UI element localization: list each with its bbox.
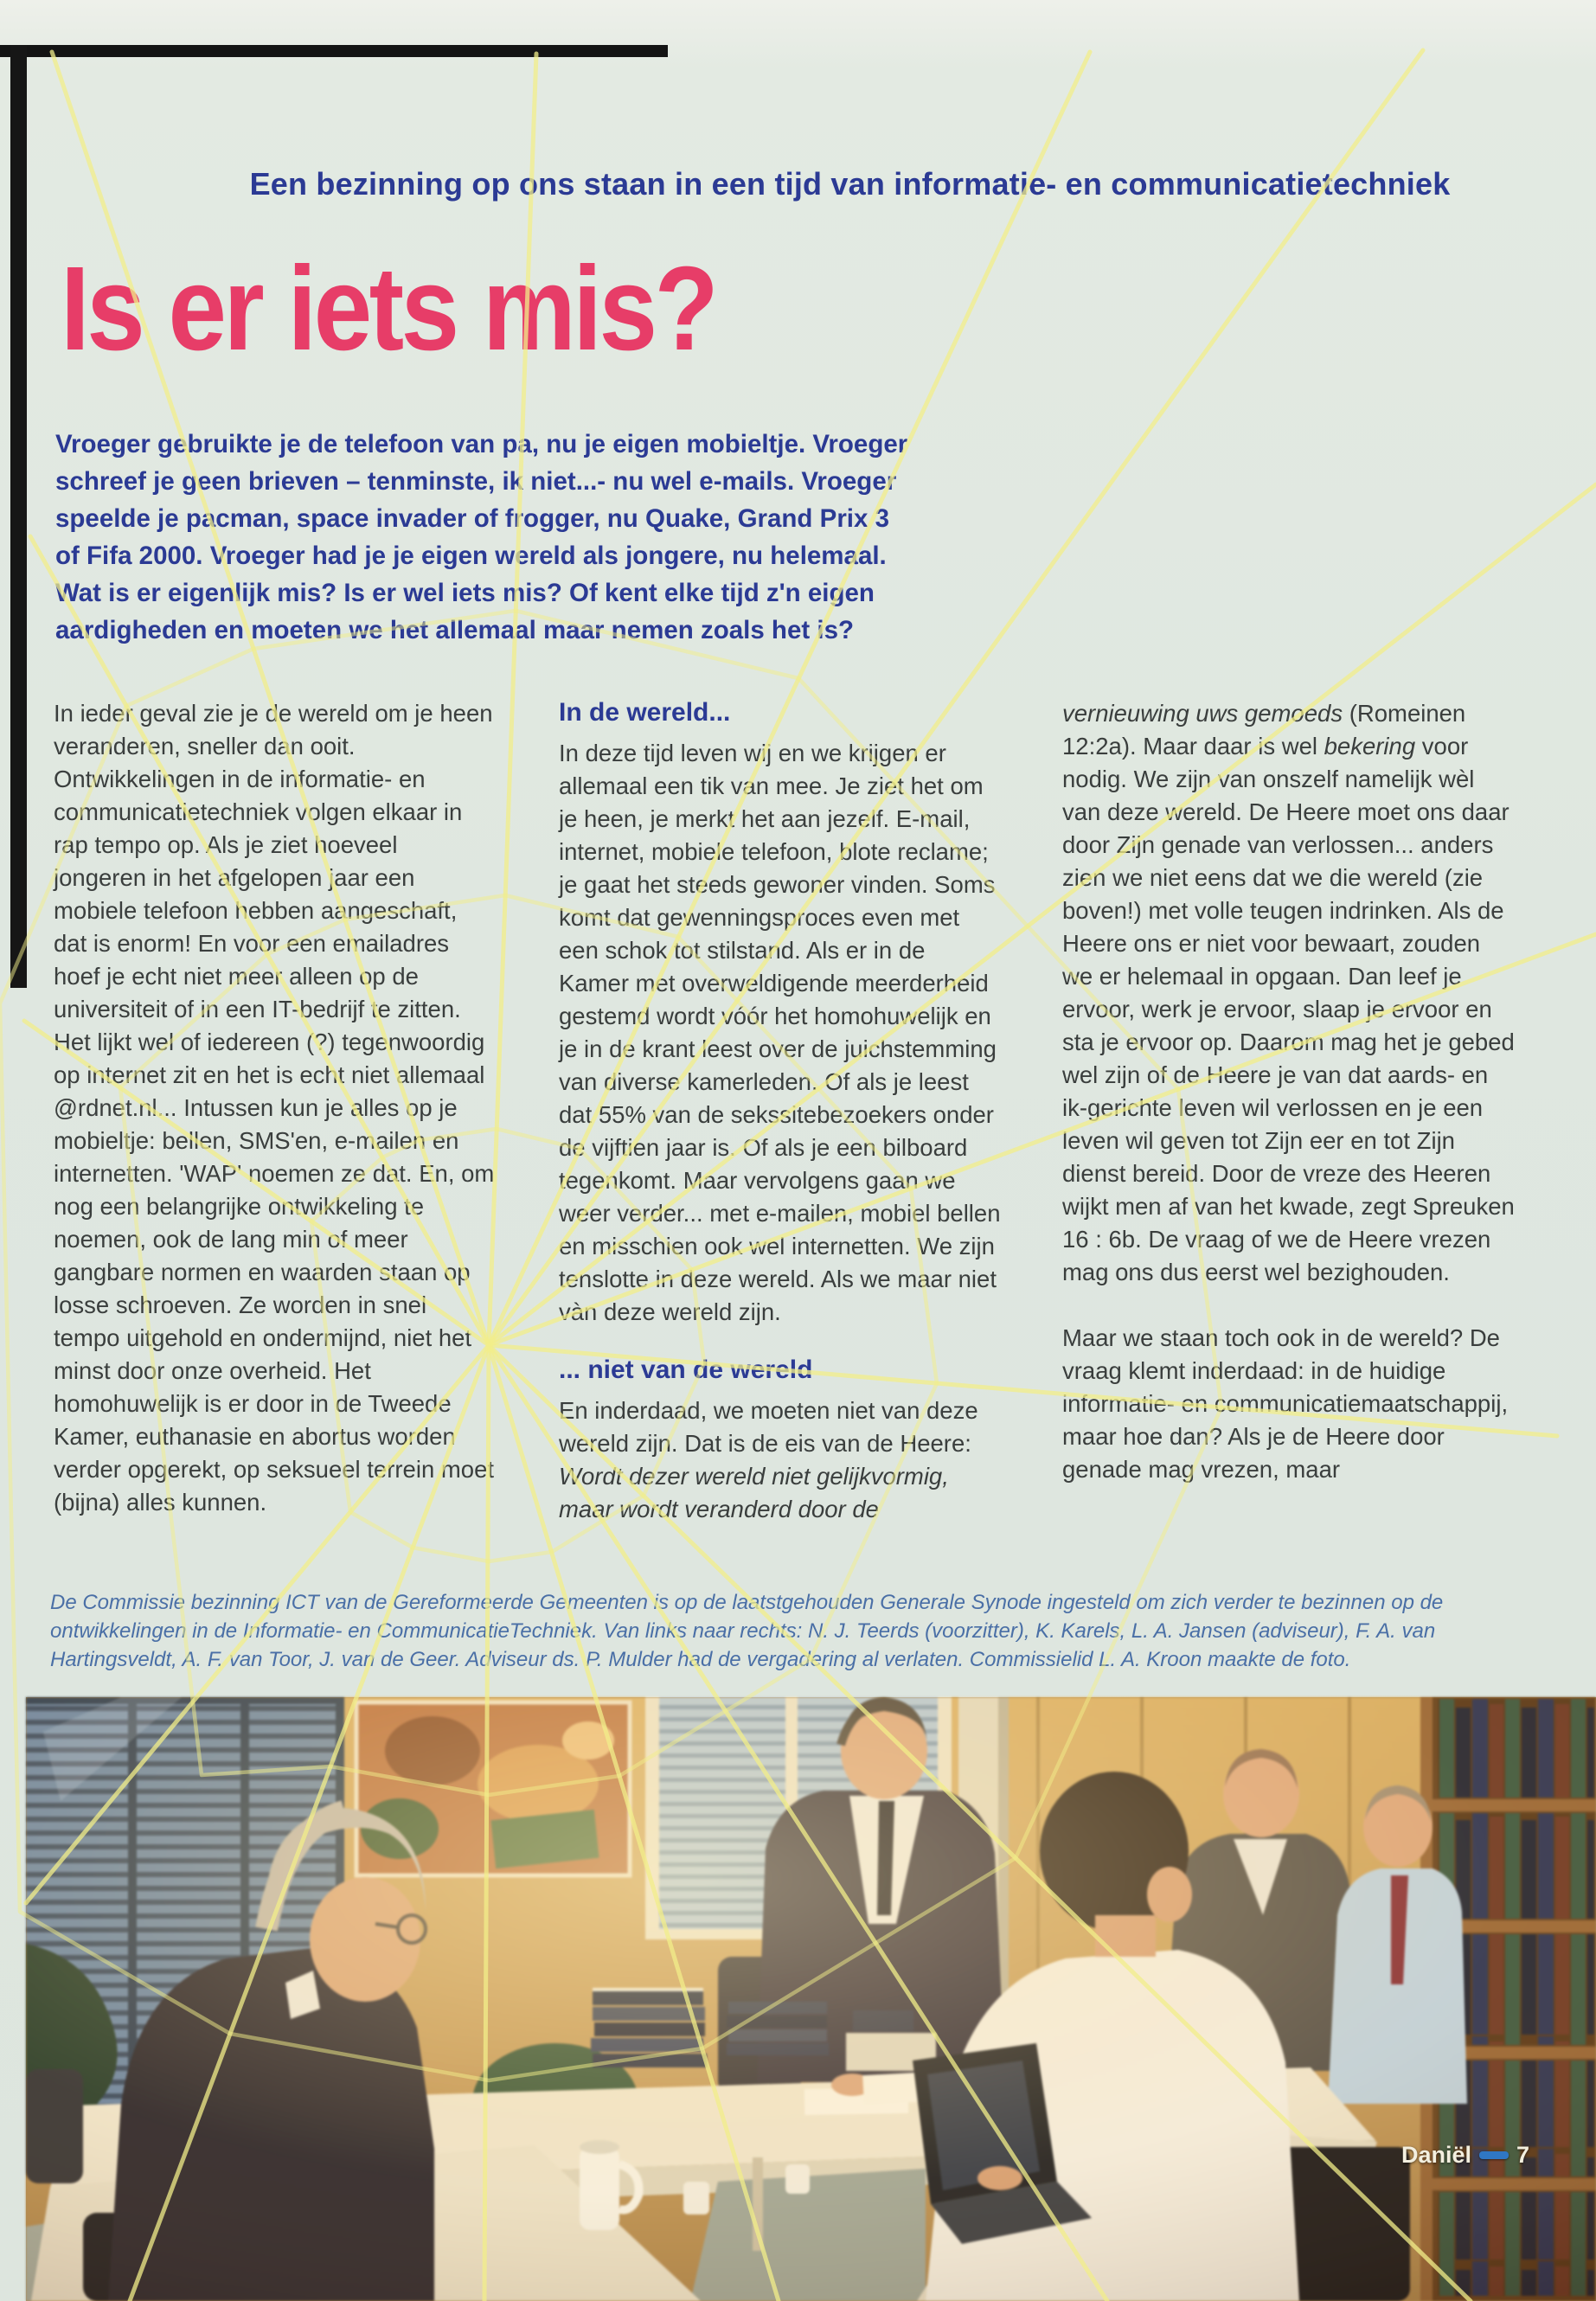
meeting-photo	[26, 1697, 1596, 2301]
article-column-1	[54, 697, 497, 1519]
footer-dash-icon	[1479, 2151, 1509, 2159]
body-paragraph: In deze tijd leven wij en we krijgen er allemaal een tik van mee. Je ziet het om je heen, je merkt het aan jezelf. E-mail, internet, mobiele telefoon, blote reclame; je gaat het steeds gewoner vinden. Soms komt dat gewenningsproces even met een schok tot stilstand. Als er in de Kamer met overweldigende meerderheid gestemd wordt vóór het homohuwelijk en je in de krant leest over de juichstemming van diverse kamerleden. Of als je leest dat 55% van de sekssitebezoekers onder de vijftien jaar is. Of als je een bilboard tegenkomt. Maar vervolgens gaan we weer verder... met e-mailen, mobiel bellen en misschien ook wel internetten. We zijn tenslotte in deze wereld. Als we maar niet vàn deze wereld zijn.	[559, 740, 1001, 1325]
page-title: Is er iets mis?	[61, 242, 716, 375]
kicker: Een bezinning op ons staan in een tijd van informatie- en communicatietechniek	[249, 166, 1451, 202]
article-column-3	[1062, 697, 1516, 1486]
top-rule	[0, 45, 668, 57]
section-heading: ... niet van de wereld	[559, 1356, 813, 1384]
body-paragraph: vernieuwing uws gemoeds (Romeinen 12:2a). Maar daar is wel bekering voor nodig. We zijn van onszelf namelijk wèl van deze wereld. De Heere moet ons daar door Zijn genade van verlossen... anders zien we niet eens dat we die wereld (zie boven!) met volle teugen indrinken. Als de Heere ons er niet voor bewaart, zouden we er helemaal in opgaan. Dan leef je ervoor, werk je ervoor, slaap je ervoor en sta je ervoor op. Daarom mag het je gebed wel zijn of de Heere je van dat aards- en ik-gerichte leven wil verlossen en je een leven wil geven tot Zijn eer en tot Zijn dienst bereid. Door de vreze des Heeren wijkt men af van het kwade, zegt Spreuken 16 : 6b. De vraag of we de Heere vrezen mag ons dus eerst wel bezighouden.	[1062, 700, 1515, 1285]
body-paragraph: En inderdaad, we moeten niet van deze wereld zijn. Dat is de eis van de Heere: Wordt dezer wereld niet gelijkvormig, maar wordt veranderd door de	[559, 1397, 978, 1522]
page-footer	[1401, 2142, 1529, 2169]
meeting-photo-illustration	[26, 1697, 1596, 2301]
page-number: 7	[1516, 2142, 1530, 2168]
article-column-2	[559, 697, 1002, 1526]
magazine-brand: Daniël	[1401, 2142, 1472, 2168]
body-paragraph: Maar we staan toch ook in de wereld? De vraag klemt inderdaad: in de huidige informatie- en communicatiemaatschappij, maar hoe dan? Als je de Heere door genade mag vrezen, maar	[1062, 1324, 1509, 1483]
left-rule	[10, 45, 27, 988]
body-paragraph: In ieder geval zie je de wereld om je heen veranderen, sneller dan ooit. Ontwikkelingen in de informatie- en communicatietechniek volgen elkaar in rap tempo op. Als je ziet hoeveel jongeren in het afgelopen jaar een mobiele telefoon hebben aangeschaft, dat is enorm! En voor een emailadres hoef je echt niet meer alleen op de universiteit of in een IT-bedrijf te zitten. Het lijkt wel of iedereen (?) tegenwoordig op internet zit en het is echt niet allemaal @rdnet.nl... Intussen kun je alles op je mobieltje: bellen, SMS'en, e-mailen en internetten. 'WAP' noemen ze dat. En, om nog een belangrijke ontwikkeling te noemen, ook de lang min of meer gangbare normen en waarden staan op losse schroeven. Ze worden in snel tempo uitgehold en ondermijnd, niet het minst door onze overheid. Het homohuwelijk is er door in de Tweede Kamer, euthanasie en abortus worden verder opgerekt, op seksueel terrein moet (bijna) alles kunnen.	[54, 700, 495, 1516]
photo-caption: De Commissie bezinning ICT van de Gereformeerde Gemeenten is op de laatstgehouden Generale Synode ingesteld om zich verder te bezinnen op de ontwikkelingen in de Informatie- en CommunicatieTechniek. Van links naar rechts: N. J. Teerds (voorzitter), K. Karels, L. A. Jansen (adviseur), F. A. van Hartingsveldt, A. F. van Toor, J. van de Geer. Adviseur ds. P. Mulder had de vergadering al verlaten. Commissielid L. A. Kroon maakte de foto.	[50, 1591, 1444, 1671]
section-heading: In de wereld...	[559, 698, 731, 727]
intro-paragraph: Vroeger gebruikte je de telefoon van pa, nu je eigen mobieltje. Vroeger schreef je geen brieven – tenminste, ik niet...- nu wel e-mails. Vroeger speelde je pacman, space invader of frogger, nu Quake, Grand Prix 3 of Fifa 2000. Vroeger had je je eigen wereld als jongere, nu helemaal. Wat is er eigenlijk mis? Is er wel iets mis? Of kent elke tijd z'n eigen aardigheden en moeten we het allemaal maar nemen zoals het is?	[55, 430, 908, 644]
